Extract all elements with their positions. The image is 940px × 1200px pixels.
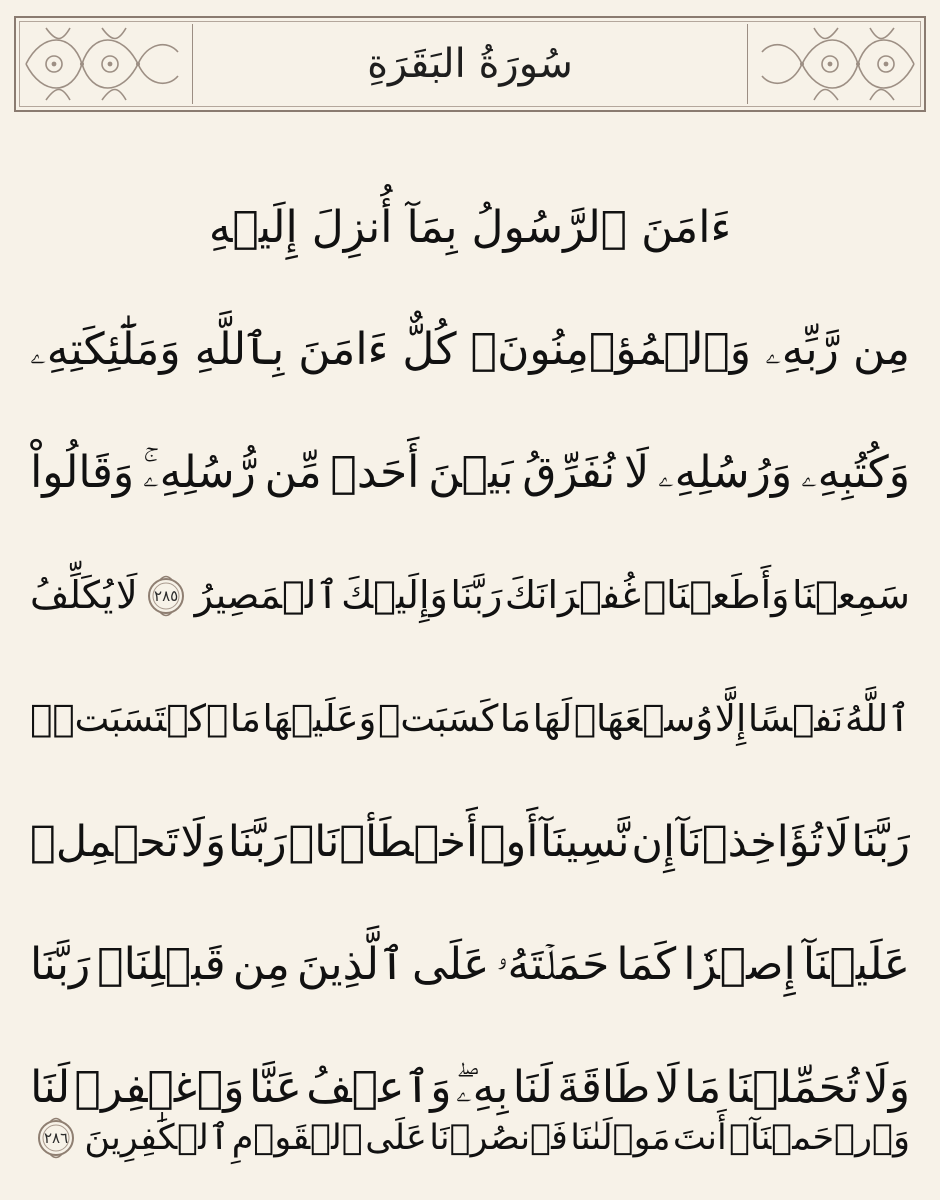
- verse-word: وَقَالُواْ: [30, 447, 135, 499]
- verse-word: وَٱرۡحَمۡنَآۚ: [729, 1117, 910, 1158]
- verse-word: يُكَلِّفُ: [30, 573, 114, 618]
- verse-word: مَوۡلَىٰنَا: [570, 1117, 671, 1158]
- verse-word: لَا: [824, 816, 850, 867]
- verse-word: وَإِلَيۡكَ: [341, 573, 448, 618]
- verse-word: لَنَا: [512, 1062, 553, 1114]
- verse-word: لَنَا: [30, 1062, 71, 1114]
- verse-word: ٱللَّهُ: [844, 697, 910, 741]
- verse-word: ٱلۡقَوۡمِ: [231, 1117, 363, 1158]
- verse-word: مِن: [852, 324, 910, 376]
- verse-word: بَيۡنَ: [428, 447, 514, 499]
- verse-word: كَمَا: [616, 939, 677, 991]
- verse-word: مِن: [232, 939, 290, 991]
- verse-word: لَهَا: [532, 697, 573, 741]
- verse-word: غُفۡرَانَكَ: [504, 573, 641, 618]
- verse-word: لَا: [654, 1062, 680, 1114]
- verse-word: وَعَلَيۡهَا: [262, 697, 377, 741]
- verse-word: وُسۡعَهَاۚ: [573, 697, 714, 741]
- verse-line: [30, 792, 910, 892]
- ayah-number: ٢٨٦: [43, 1128, 69, 1147]
- verse-word: رَبَّنَا: [227, 816, 287, 867]
- verse-word: مَا: [684, 1062, 722, 1114]
- verse-word: تُحَمِّلۡنَا: [725, 1062, 860, 1114]
- verse-word: ٱكۡتَسَبَتۡۗ: [30, 697, 229, 741]
- left-ornament: [22, 22, 182, 106]
- verse-word: تُؤَاخِذۡنَآ: [676, 816, 823, 867]
- verse-word: رَّبِّهِۦ: [765, 324, 839, 376]
- ayah-number: ٢٨٥: [154, 586, 179, 605]
- verse-word: رَبَّنَا: [450, 573, 503, 618]
- verse-word: ٱلۡكَٰفِرِينَ: [84, 1117, 230, 1158]
- surah-header-frame: [14, 16, 926, 112]
- verse-word: وَكُتُبِهِۦ: [800, 447, 910, 499]
- verse-word: لَا: [115, 573, 138, 618]
- verse-word: نَفۡسًا: [747, 697, 844, 741]
- verse-word: أَوۡ: [479, 816, 539, 867]
- verse-word: أَخۡطَأۡنَاۚ: [288, 816, 478, 867]
- verse-word: بِهِۦۖ: [455, 1062, 509, 1114]
- verse-word: لَا: [624, 447, 650, 499]
- verse-word: تَحۡمِلۡ: [30, 816, 179, 867]
- verse-word: وَمَلَٰٓئِكَتِهِۦ: [30, 324, 181, 376]
- verse-word: عَلَى: [411, 939, 490, 991]
- right-ornament: [758, 22, 918, 106]
- verse-word: مَا: [229, 697, 261, 741]
- verse-word: ٱلۡمَصِيرُ: [194, 573, 339, 618]
- verse-word: حَمَلۡتَهُۥ: [496, 939, 610, 991]
- verse-word: كَسَبَتۡ: [378, 697, 499, 741]
- verse-word: مِّن: [264, 447, 322, 499]
- verse-word: عَلَى: [365, 1117, 427, 1158]
- verse-word: ءَامَنَ ٱلرَّسُولُ بِمَآ أُنزِلَ إِلَيۡهِ: [208, 202, 732, 254]
- verse-word: عَلَيۡنَآ: [802, 939, 910, 991]
- ayah-end-marker: [144, 572, 188, 620]
- verse-line: [30, 423, 910, 523]
- verse-word: إِصۡرٗا: [683, 939, 796, 991]
- verse-line: [30, 546, 910, 646]
- verse-word: مَا: [499, 697, 532, 741]
- verse-word: وَلَا: [180, 816, 226, 867]
- verse-line: [30, 669, 910, 769]
- verse-word: بِٱللَّهِ: [194, 324, 285, 376]
- verse-line: [30, 300, 910, 400]
- verse-word: عَنَّا: [248, 1062, 302, 1114]
- verse-word: أَحَدٖ: [330, 447, 420, 499]
- verse-word: إِن: [631, 816, 675, 867]
- verse-word: وَٱلۡمُؤۡمِنُونَۚ: [470, 324, 751, 376]
- verse-word: قَبۡلِنَاۚ: [97, 939, 226, 991]
- verse-word: ٱلَّذِينَ: [296, 939, 405, 991]
- verse-word: سَمِعۡنَا: [792, 573, 910, 618]
- verse-word: ءَامَنَ: [298, 324, 389, 376]
- verse-word: رَبَّنَا: [851, 816, 910, 867]
- verse-word: وَلَا: [863, 1062, 910, 1114]
- verse-word: رَبَّنَا: [30, 939, 91, 991]
- surah-title: سُورَةُ البَقَرَةِ: [367, 41, 573, 87]
- verse-word: طَاقَةَ: [557, 1062, 651, 1114]
- verse-word: وَرُسُلِهِۦ: [657, 447, 793, 499]
- verse-word: إِلَّا: [714, 697, 747, 741]
- verse-line: [30, 1088, 910, 1188]
- verse-word: وَٱغۡفِرۡ: [74, 1062, 245, 1114]
- verse-word: وَأَطَعۡنَاۖ: [643, 573, 790, 618]
- verse-word: نُفَرِّقُ: [522, 447, 616, 499]
- verse-line: [30, 178, 910, 278]
- surah-title-panel: [192, 24, 748, 104]
- mushaf-text-area: [30, 178, 910, 1188]
- verse-word: كُلٌّ: [402, 324, 457, 376]
- verse-word: وَٱعۡفُ: [306, 1062, 452, 1114]
- verse-line: [30, 915, 910, 1015]
- verse-word: فَٱنصُرۡنَا: [429, 1117, 568, 1158]
- verse-word: نَّسِينَآ: [540, 816, 630, 867]
- verse-word: رُّسُلِهِۦۚ: [142, 447, 256, 499]
- ayah-end-marker: [34, 1114, 78, 1162]
- verse-word: أَنتَ: [672, 1117, 727, 1158]
